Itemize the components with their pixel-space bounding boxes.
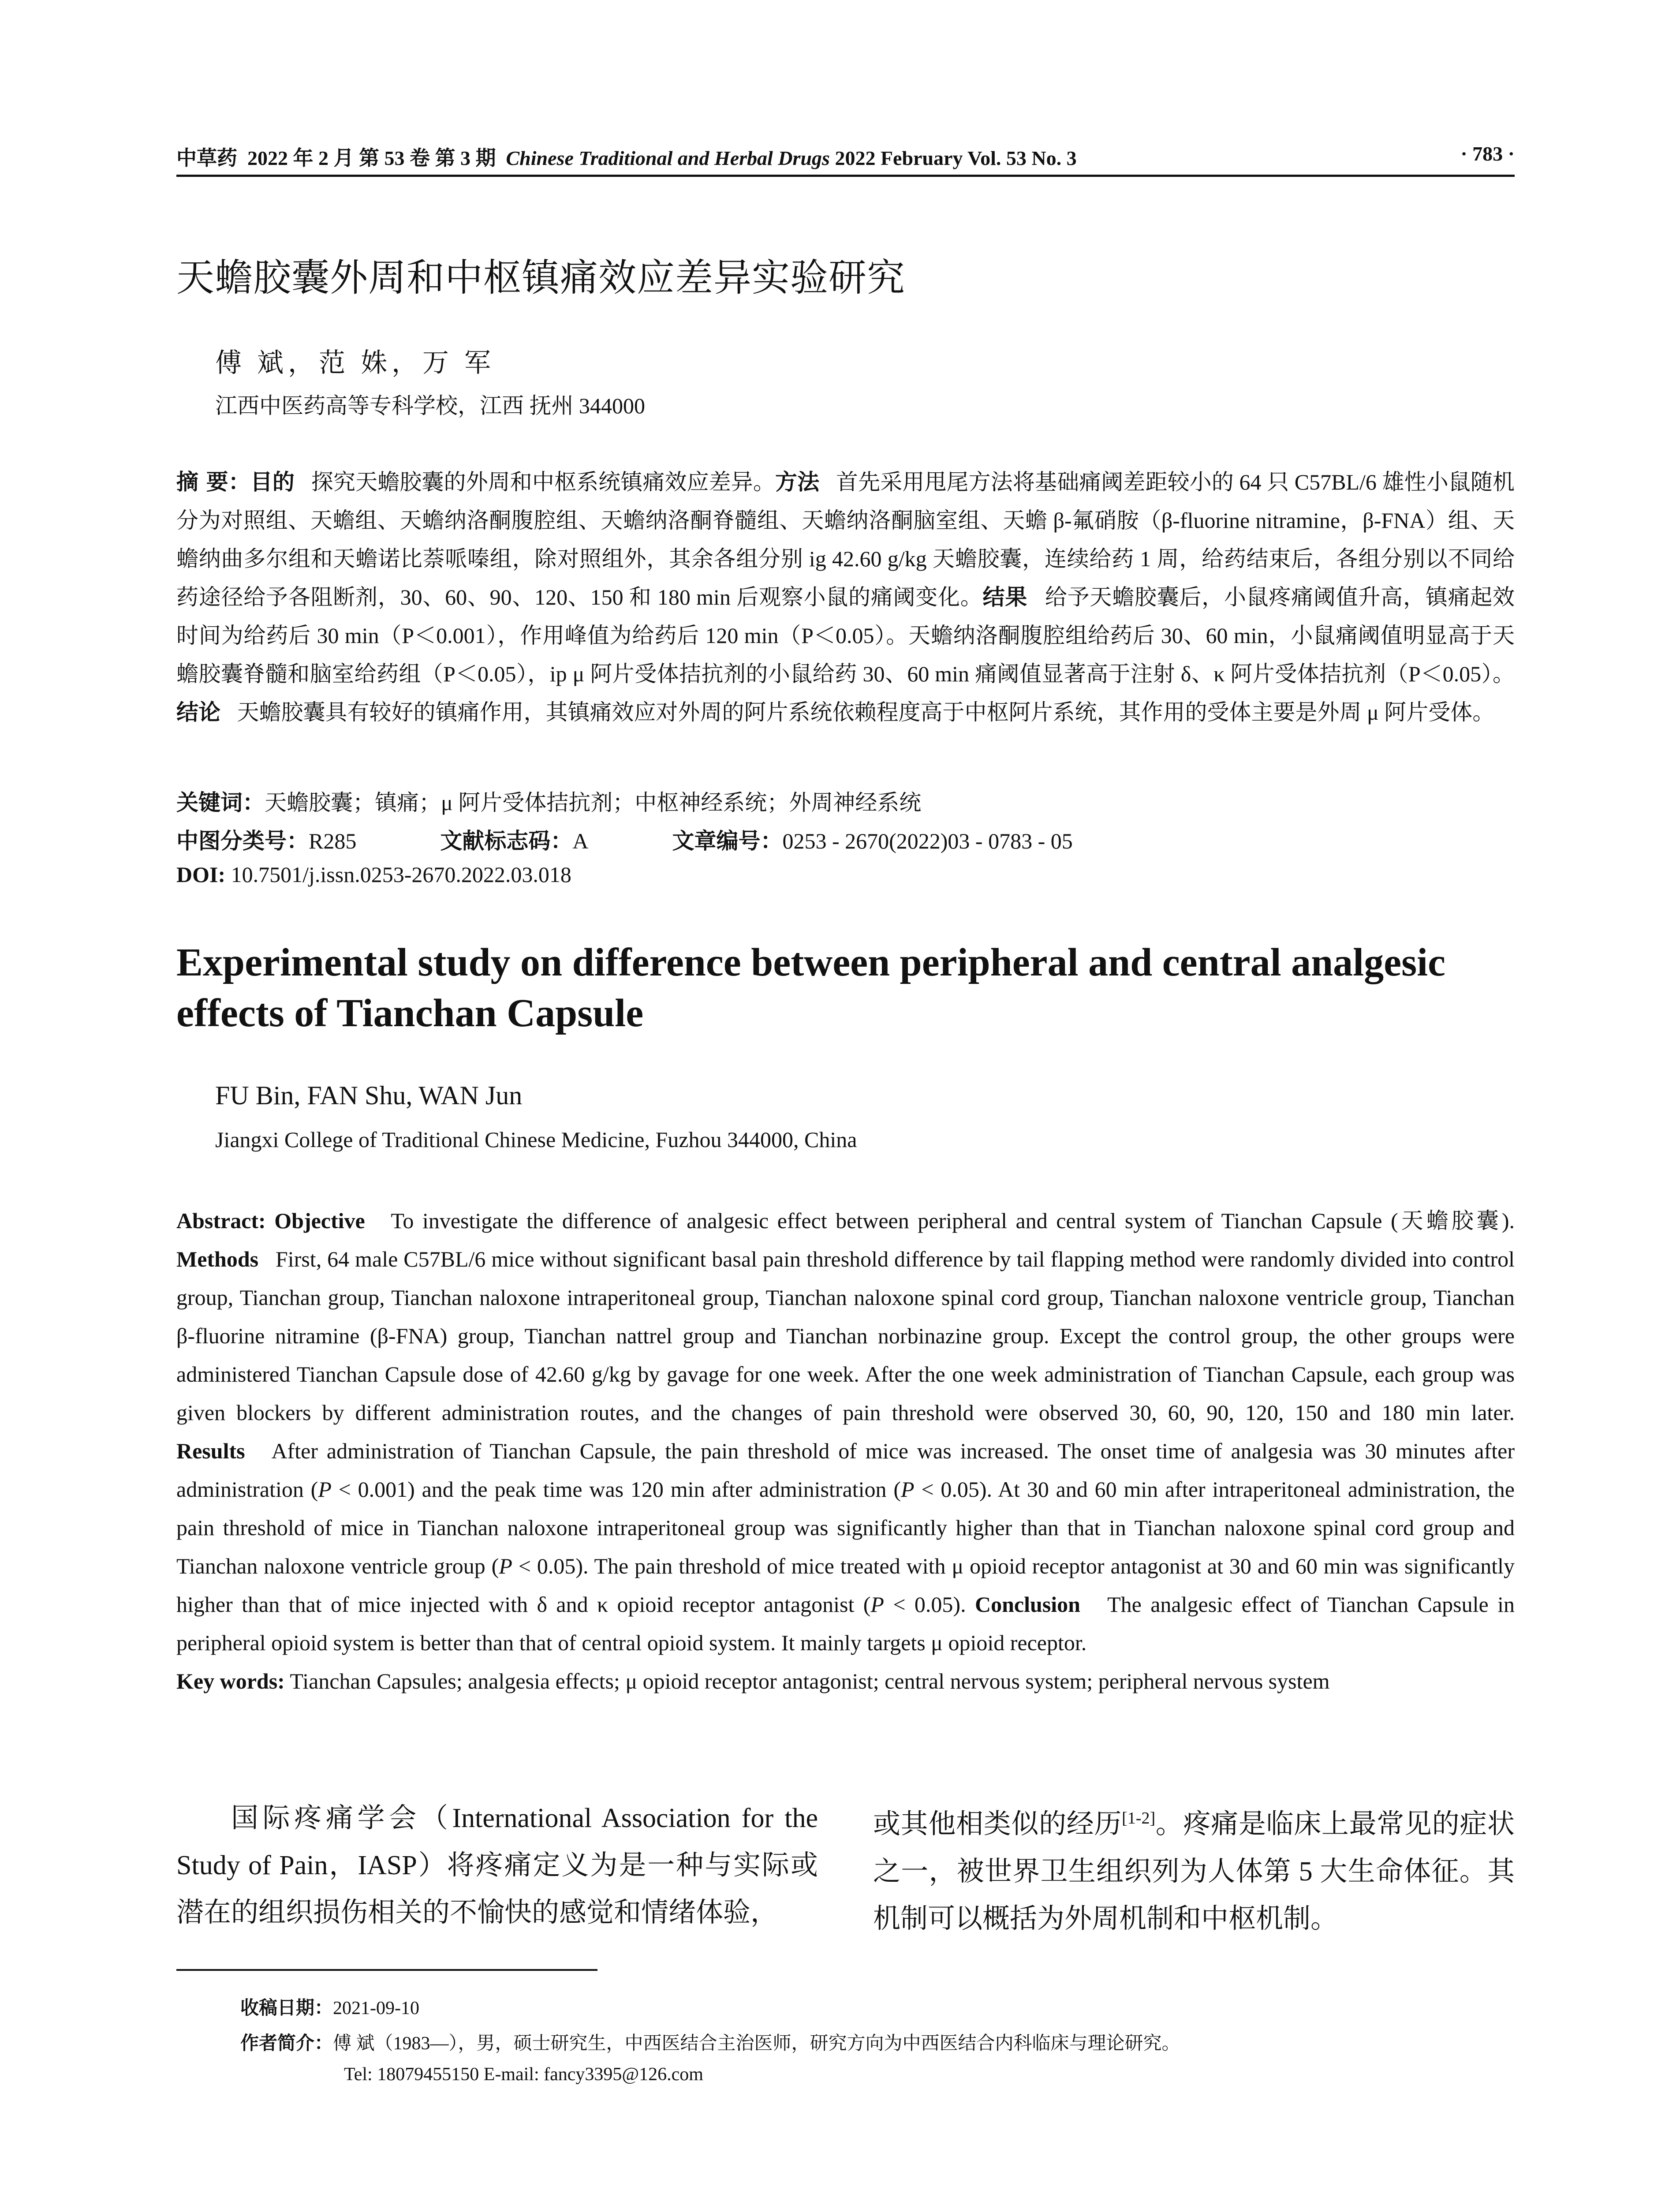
journal-name-cn: 中草药 [176, 147, 237, 169]
body-text: 。疼痛是临床上最常见的症状之一，被世界卫生组织列为人体第 5 大生命体征。其机制可以概括为外周机制和中枢机制。 [873, 1809, 1515, 1934]
keywords-cn [176, 785, 921, 817]
journal-name-en: Chinese Traditional and Herbal Drugs [506, 147, 830, 169]
header-rule [176, 175, 1515, 177]
objective-en: To investigate the difference of analgesic effect between peripheral and central system of Tianchan Capsule (天蟾胶囊). [391, 1208, 1515, 1233]
affiliation-cn: 江西中医药高等专科学校，江西 抚州 344000 [215, 393, 645, 418]
running-header [176, 142, 1515, 171]
objective-cn-label: 目的 [250, 469, 295, 495]
results-en-label: Results [176, 1439, 245, 1463]
p-symbol: P [499, 1554, 512, 1578]
keywords-cn-label: 关键词： [176, 790, 265, 815]
keywords-cn-text: 天蟾胶囊；镇痛；μ 阿片受体拮抗剂；中枢神经系统；外周神经系统 [265, 790, 922, 815]
authors-cn: 傅 斌，范 姝，万 军 [215, 348, 495, 377]
author-bio-text: 傅 斌（1983—），男，硕士研究生，中西医结合主治医师，研究方向为中西医结合内科临床与理论研究。 [333, 2033, 1180, 2054]
results-en-1: After administration of Tianchan Capsule, the pain threshold of mice was increased. The onset time of analgesia was 30 minutes after administration ( [176, 1439, 1515, 1502]
citation-ref: [1-2] [1122, 1809, 1156, 1828]
abstract-en [176, 1202, 1515, 1700]
results-en-4: < 0.05). The pain threshold of mice treated with μ opioid receptor antagonist at 30 and 60 min was significantly higher than that of mice injected with δ and κ opioid receptor antagonist ( [176, 1554, 1515, 1617]
affiliation-en: Jiangxi College of Traditional Chinese Medicine, Fuzhou 344000, China [215, 1127, 857, 1152]
authors-en: FU Bin, FAN Shu, WAN Jun [215, 1081, 523, 1110]
received-label: 收稿日期： [240, 1997, 333, 2018]
clc-label: 中图分类号： [176, 828, 309, 854]
received-date [240, 1993, 419, 2020]
conclusion-cn: 天蟾胶囊具有较好的镇痛作用，其镇痛效应对外周的阿片系统依赖程度高于中枢阿片系统，其作用的受体主要是外周 μ 阿片受体。 [237, 700, 1495, 725]
abstract-en-label: Abstract: Objective [176, 1208, 365, 1233]
results-en-5: < 0.05). [884, 1592, 966, 1617]
results-en-2: < 0.001) and the peak time was 120 min after administration ( [331, 1477, 901, 1502]
methods-cn: 首先采用甩尾方法将基础痛阈差距较小的 64 只 C57BL/6 雄性小鼠随机分为对照组、天蟾组、天蟾纳洛酮腹腔组、天蟾纳洛酮脊髓组、天蟾纳洛酮脑室组、天蟾 β-氟硝胺（β-fluorine nitramine，β-FNA）组、天蟾纳曲多尔组和天蟾诺比萘哌嗪组，除对照组外，其余各组分别 ig 42.60 g/kg 天蟾胶囊，连续给药 1 周，给药结束后，各组分别以不同给药途径给予各阻断剂，30、60、90、120、150 和 180 min 后观察小鼠的痛阈变化。 [176, 470, 1515, 609]
classification-line [176, 823, 1073, 855]
p-symbol: P [901, 1477, 915, 1502]
conclusion-cn-label: 结论 [176, 699, 220, 725]
body-column-right [873, 1795, 1515, 1943]
body-column-left: 国际疼痛学会（International Association for the Study of Pain，IASP）将疼痛定义为是一种与实际或潜在的组织损伤相关的不愉快的感觉和情绪体验， [176, 1803, 818, 1928]
title-cn: 天蟾胶囊外周和中枢镇痛效应差异实验研究 [176, 256, 905, 300]
abstract-cn-label: 摘 要： [176, 469, 250, 495]
page-number: · 783 · [1460, 142, 1515, 165]
conclusion-en: The analgesic effect of Tianchan Capsule in peripheral opioid system is better than that of central opioid system. It mainly targets μ opioid receptor. [176, 1592, 1515, 1655]
doi-line [176, 862, 571, 887]
clc-value: R285 [309, 829, 357, 853]
author-bio-label: 作者简介： [240, 2032, 333, 2054]
methods-en: First, 64 male C57BL/6 mice without significant basal pain threshold difference by tail flapping method were randomly divided into control group, Tianchan group, Tianchan naloxone intraperitoneal group, Tianchan naloxone spinal cord group, Tianchan naloxone ventricle group, Tianchan β-fluorine nitramine (β-FNA) group, Tianchan nattrel group and Tianchan norbinazine group. Except the control group, the other groups were administered Tianchan Capsule dose of 42.60 g/kg by gavage for one week. After the one week administration of Tianchan Capsule, each group was given blockers by different administration routes, and the changes of pain threshold were observed 30, 60, 90, 120, 150 and 180 min later. [176, 1247, 1515, 1425]
results-en-3: < 0.05). At 30 and 60 min after intraperitoneal administration, the pain threshold of mice in Tianchan naloxone intraperitoneal group was significantly higher than that in Tianchan naloxone spinal cord group and Tianchan naloxone ventricle group ( [176, 1477, 1515, 1578]
conclusion-en-label: Conclusion [974, 1592, 1080, 1617]
body-text: 或其他相类似的经历 [873, 1809, 1122, 1839]
issue-cn: 2022 年 2 月 第 53 卷 第 3 期 [247, 147, 496, 169]
abstract-cn [176, 463, 1515, 732]
article-no-value: 0253 - 2670(2022)03 - 0783 - 05 [782, 829, 1073, 853]
footnote-rule [176, 1969, 597, 1971]
doc-code-label: 文献标志码： [440, 828, 573, 854]
objective-cn: 探究天蟾胶囊的外周和中枢系统镇痛效应差异。 [311, 470, 776, 494]
results-cn-label: 结果 [982, 584, 1028, 610]
doi-label: DOI: [176, 862, 226, 887]
methods-cn-label: 方法 [775, 469, 820, 495]
keywords-en-label: Key words: [176, 1669, 285, 1693]
received-value: 2021-09-10 [333, 1998, 419, 2018]
p-symbol: P [870, 1592, 884, 1617]
author-contact: Tel: 18079455150 E-mail: fancy3395@126.com [344, 2064, 703, 2085]
results-cn: 给予天蟾胶囊后，小鼠疼痛阈值升高，镇痛起效时间为给药后 30 min（P＜0.001），作用峰值为给药后 120 min（P＜0.05）。天蟾纳洛酮腹腔组给药后 30、60 min，小鼠痛阈值明显高于天蟾胶囊脊髓和脑室给药组（P＜0.05），ip μ 阿片受体拮抗剂的小鼠给药 30、60 min 痛阈值显著高于注射 δ、κ 阿片受体拮抗剂（P＜0.05）。 [176, 585, 1515, 686]
article-no-label: 文章编号： [672, 828, 783, 854]
doc-code-value: A [572, 829, 589, 853]
doi-value: 10.7501/j.issn.0253-2670.2022.03.018 [231, 862, 571, 887]
keywords-en-text: Tianchan Capsules; analgesia effects; μ opioid receptor antagonist; central nervous system; peripheral nervous system [290, 1669, 1330, 1693]
issue-en: 2022 February Vol. 53 No. 3 [835, 147, 1077, 169]
methods-en-label: Methods [176, 1247, 259, 1271]
author-bio [240, 2029, 1180, 2055]
p-symbol: P [318, 1477, 332, 1502]
title-en: Experimental study on difference between peripheral and central analgesic effects of Tianchan Capsule [176, 941, 1446, 1035]
